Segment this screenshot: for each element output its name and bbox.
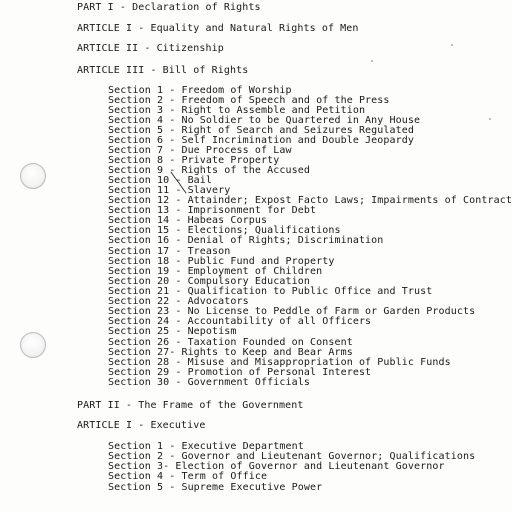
section-entry: Section 14 - Habeas Corpus — [108, 215, 268, 226]
part-2-article-1-heading: ARTICLE I - Executive — [77, 420, 206, 431]
section-entry: Section 4 - Term of Office — [108, 471, 268, 482]
section-entry: Section 9 - Rights of the Accused — [108, 165, 310, 176]
article-1-heading: ARTICLE I - Equality and Natural Rights of Men — [77, 23, 359, 34]
section-entry: Section 17 - Treason — [108, 246, 231, 257]
section-entry: Section 27- Rights to Keep and Bear Arms — [108, 347, 353, 358]
section-entry: Section 25 - Nepotism — [108, 326, 237, 337]
section-entry: Section 12 - Attainder; Expost Facto Laws; Impairments of Contract — [108, 195, 512, 206]
section-entry: Section 26 - Taxation Founded on Consent — [108, 337, 353, 348]
section-entry: Section 11 - Slavery — [108, 185, 231, 196]
part-1-heading: PART I - Declaration of Rights — [77, 2, 261, 13]
section-entry: Section 10 - Bail — [108, 175, 213, 186]
scan-speck — [371, 60, 373, 62]
binder-hole-top — [20, 163, 46, 189]
section-entry: Section 7 - Due Process of Law — [108, 145, 292, 156]
section-entry: Section 1 - Freedom of Worship — [108, 85, 292, 96]
section-entry: Section 28 - Misuse and Misappropriation of Public Funds — [108, 357, 451, 368]
article-2-heading: ARTICLE II - Citizenship — [77, 43, 224, 54]
section-entry: Section 23 - No License to Peddle of Farm or Garden Products — [108, 306, 476, 317]
article-3-heading: ARTICLE III - Bill of Rights — [77, 65, 249, 76]
section-entry: Section 22 - Advocators — [108, 296, 249, 307]
section-entry: Section 2 - Governor and Lieutenant Governor; Qualifications — [108, 451, 476, 462]
section-entry: Section 8 - Private Property — [108, 155, 280, 166]
section-entry: Section 1 - Executive Department — [108, 441, 304, 452]
section-entry: Section 5 - Right of Search and Seizures Regulated — [108, 125, 415, 136]
part-2-heading: PART II - The Frame of the Government — [77, 400, 304, 411]
section-entry: Section 3- Election of Governor and Lieutenant Governor — [108, 461, 445, 472]
section-entry: Section 29 - Promotion of Personal Interest — [108, 367, 372, 378]
section-entry: Section 18 - Public Fund and Property — [108, 256, 335, 267]
section-entry: Section 24 - Accountability of all Officers — [108, 316, 372, 327]
section-entry: Section 5 - Supreme Executive Power — [108, 482, 323, 493]
section-entry: Section 4 - No Soldier to be Quartered in Any House — [108, 115, 421, 126]
section-entry: Section 3 - Right to Assemble and Petition — [108, 105, 366, 116]
section-entry: Section 19 - Employment of Children — [108, 266, 323, 277]
section-entry: Section 2 - Freedom of Speech and of the Press — [108, 95, 390, 106]
section-entry: Section 6 - Self Incrimination and Double Jeopardy — [108, 135, 415, 146]
binder-hole-bottom — [20, 332, 46, 358]
section-entry: Section 20 - Compulsory Education — [108, 276, 310, 287]
scan-speck — [451, 44, 453, 46]
section-entry: Section 16 - Denial of Rights; Discrimination — [108, 235, 384, 246]
section-entry: Section 30 - Government Officials — [108, 377, 310, 388]
section-entry: Section 15 - Elections; Qualifications — [108, 225, 341, 236]
scan-speck — [489, 118, 491, 120]
section-entry: Section 13 - Imprisonment for Debt — [108, 205, 317, 216]
section-entry: Section 21 - Qualification to Public Office and Trust — [108, 286, 433, 297]
